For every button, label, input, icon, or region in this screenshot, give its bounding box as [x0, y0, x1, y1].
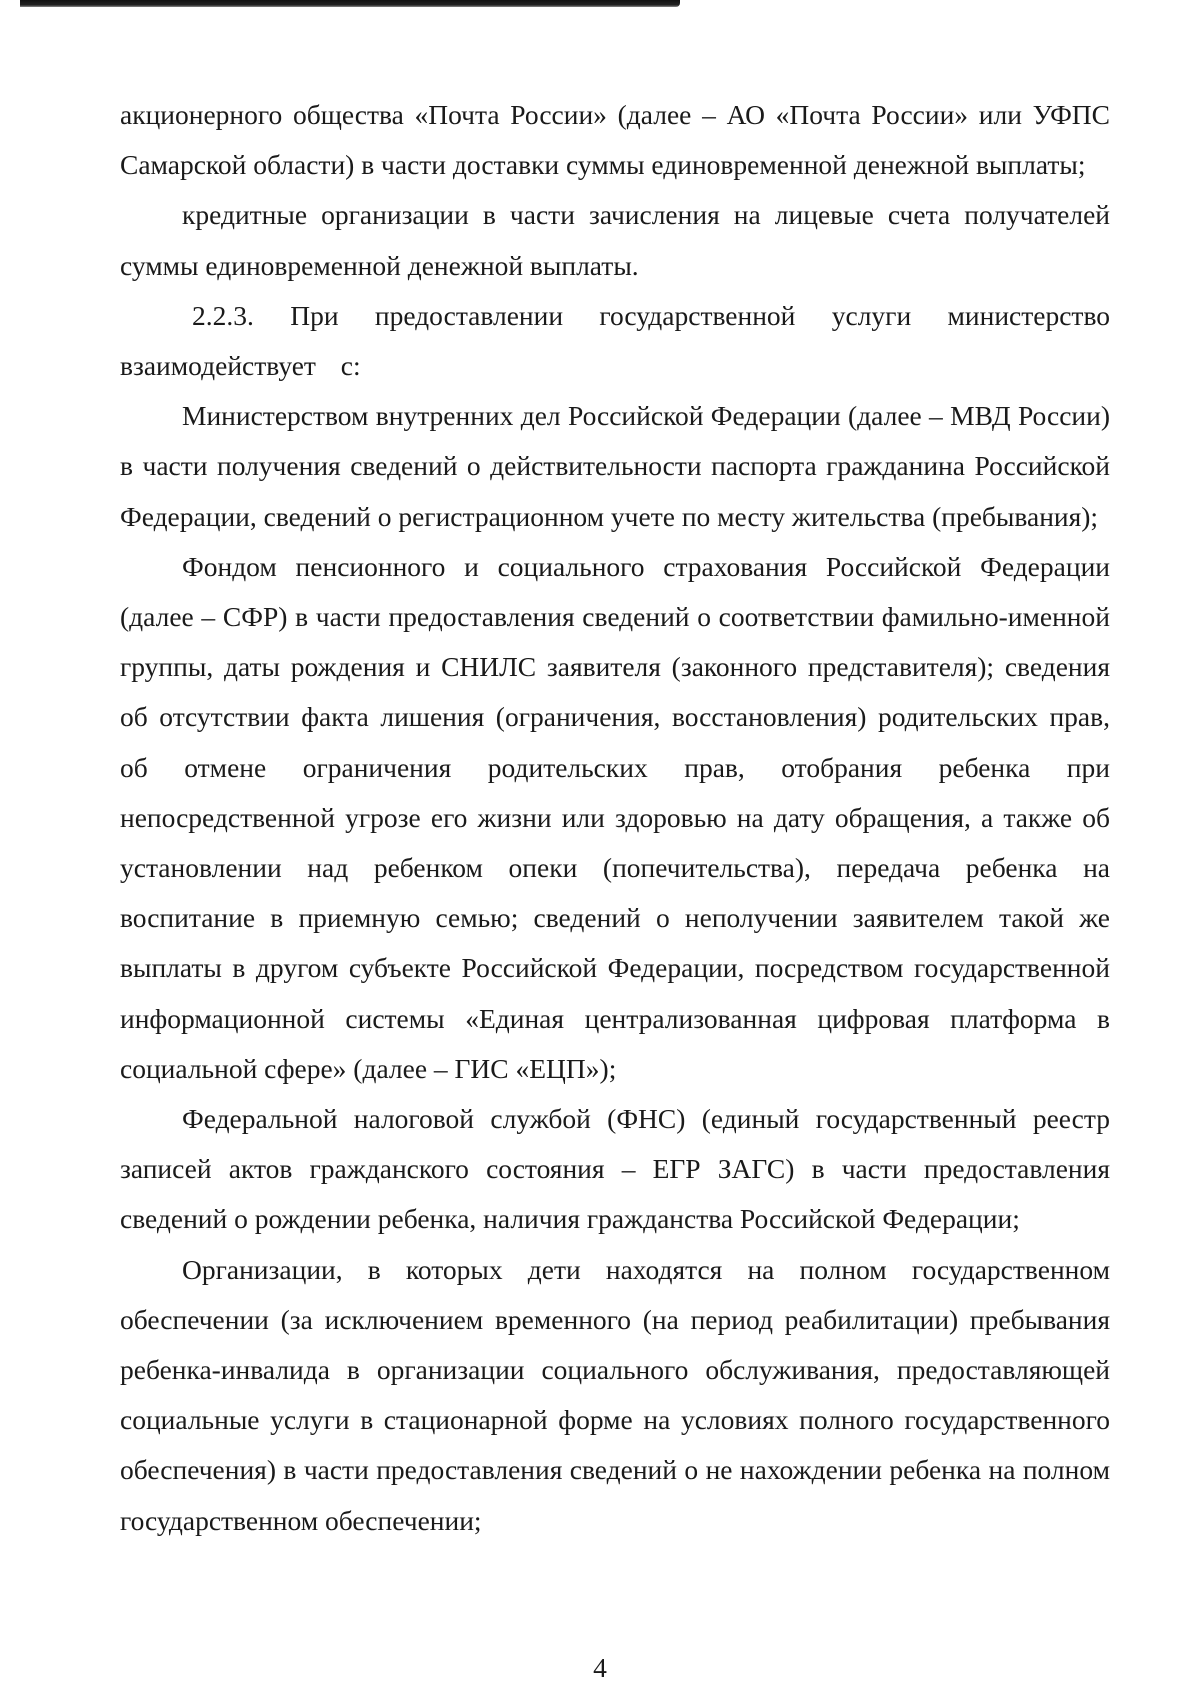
paragraph-mvd: Министерством внутренних дел Российской Федерации (далее – МВД России) в части получения сведений о действительности паспорта гражданина Российской Федерации, сведений о регистрационном учете по месту жительства (пребывания);	[120, 400, 1110, 532]
paragraph-organizations: Организации, в которых дети находятся на полном государственном обеспечении (за исключением временного (на период реабилитации) пребывания ребенка-инвалида в организации социального обслуживания, предоставляющей социальные услуги в стационарной форме на условиях полного государственного обеспечения) в части предоставления сведений о не нахождении ребенка на полном государственном обеспечении;	[120, 1253, 1110, 1536]
document-page	[120, 90, 1110, 1546]
page-number: 4	[593, 1652, 607, 1683]
paragraph-fns: Федеральной налоговой службой (ФНС) (единый государственный реестр записей актов гражданского состояния – ЕГР ЗАГС) в части предоставления сведений о рождении ребенка, наличия гражданства Российской Федерации;	[120, 1103, 1110, 1235]
paragraph-continuation-post: акционерного общества «Почта России» (далее – АО «Почта России» или УФПС Самарской области) в части доставки суммы единовременной денежной выплаты;	[120, 99, 1110, 181]
paragraph-clause-2-2-3: 2.2.3. При предоставлении государственной услуги министерство взаимодействует с:	[120, 299, 1110, 382]
paragraph-sfr: Фондом пенсионного и социального страхования Российской Федерации (далее – СФР) в части предоставления сведений о соответствии фамильно-именной группы, даты рождения и СНИЛС заявителя (законного представителя); сведения об отсутствии факта лишения (ограничения, восстановления) родительских прав, об отмене ограничения родительских прав, отобрания ребенка при непосредственной угрозе его жизни или здоровью на дату обращения, а также об установлении над ребенком опеки (попечительства), передача ребенка на воспитание в приемную семью; сведений о неполучении заявителем такой же выплаты в другом субъекте Российской Федерации, посредством государственной информационной системы «Единая централизованная цифровая платформа в социальной сфере» (далее – ГИС «ЕЦП»);	[120, 550, 1110, 1084]
paragraph-credit-organizations: кредитные организации в части зачисления на лицевые счета получателей суммы единовременной денежной выплаты.	[120, 199, 1110, 281]
scan-top-edge	[20, 0, 680, 7]
